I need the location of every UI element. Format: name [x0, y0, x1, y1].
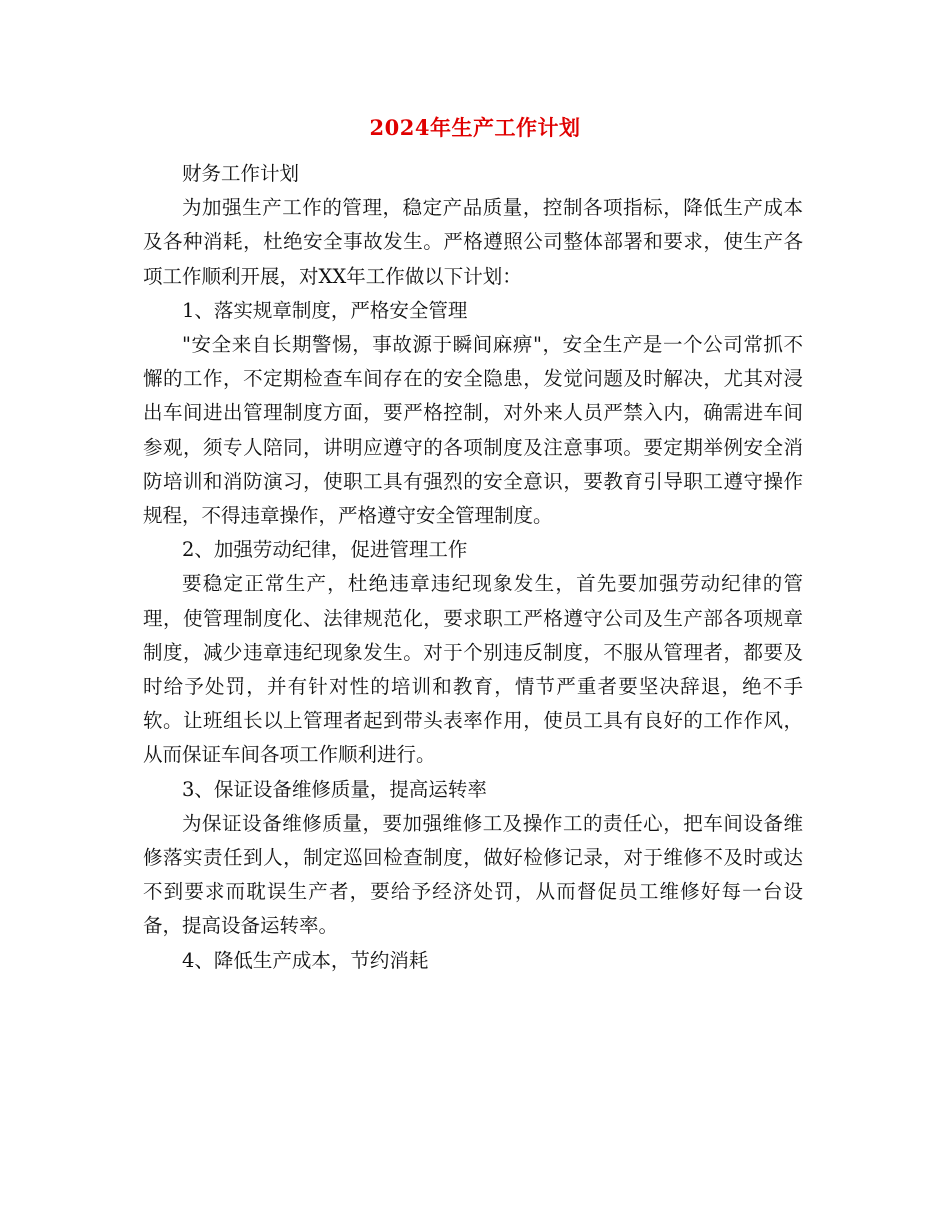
- document-title: 2024年生产工作计划: [369, 115, 581, 140]
- heading-4: 4、降低生产成本，节约消耗: [182, 948, 429, 972]
- heading-2: 2、加强劳动纪律，促进管理工作: [182, 538, 468, 562]
- paragraph-1: "安全来自长期警惕，事故源于瞬间麻痹"，安全生产是一个公司常抓不懈的工作，不定期检查车间存在的安全隐患，发觉问题及时解决，尤其对浸出车间进出管理制度方面，要严格控制，对外来人员严禁入内，确需进车间参观，须专人陪同，讲明应遵守的各项制度及注意事项。要定期举例安全消防培训和消防演习，使职工具有强烈的安全意识，要教育引导职工遵守操作规程，不得违章操作，严格遵守安全管理制度。: [143, 333, 803, 528]
- paragraph-3: 为保证设备维修质量，要加强维修工及操作工的责任心，把车间设备维修落实责任到人，制定巡回检查制度，做好检修记录，对于维修不及时或达不到要求而耽误生产者，要给予经济处罚，从而督促员工维修好每一台设备，提高设备运转率。: [143, 811, 803, 938]
- section-label: 财务工作计划: [182, 162, 300, 185]
- intro-paragraph: 为加强生产工作的管理，稳定产品质量，控制各项指标，降低生产成本及各种消耗，杜绝安全事故发生。严格遵照公司整体部署和要求，使生产各项工作顺利开展，对XX年工作做以下计划：: [143, 196, 803, 288]
- document-body: [143, 157, 803, 978]
- heading-1: 1、落实规章制度，严格安全管理: [182, 298, 468, 322]
- paragraph-2: 要稳定正常生产，杜绝违章违纪现象发生，首先要加强劳动纪律的管理，使管理制度化、法律规范化，要求职工严格遵守公司及生产部各项规章制度，减少违章违纪现象发生。对于个别违反制度，不服从管理者，都要及时给予处罚，并有针对性的培训和教育，情节严重者要坚决辞退，绝不手软。让班组长以上管理者起到带头表率作用，使员工具有良好的工作作风，从而保证车间各项工作顺利进行。: [143, 572, 803, 767]
- heading-3: 3、保证设备维修质量，提高运转率: [182, 777, 487, 801]
